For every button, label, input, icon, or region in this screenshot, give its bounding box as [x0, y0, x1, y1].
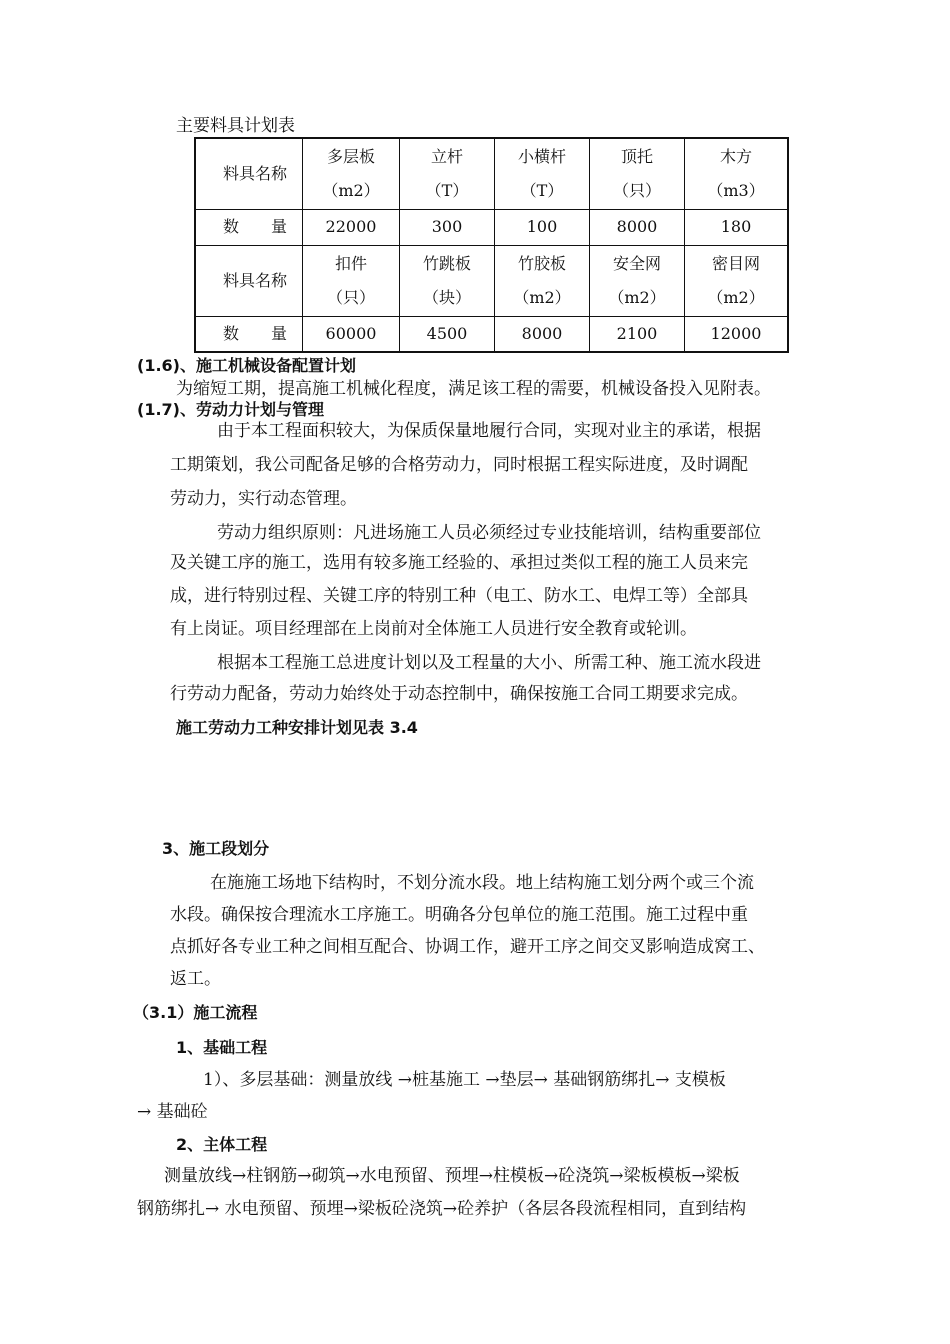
paragraph-line: 钢筋绑扎→ 水电预留、预埋→梁板砼浇筑→砼养护（各层各段流程相同，直到结构 — [137, 1199, 747, 1219]
table-cell: 竹胶板 （m2） — [495, 245, 590, 316]
paragraph-line: 有上岗证。项目经理部在上岗前对全体施工人员进行安全教育或轮训。 — [170, 619, 697, 639]
section-heading-1-6: (1.6)、施工机械设备配置计划 — [137, 356, 356, 375]
table-row — [195, 209, 788, 245]
table-row-label: 料具名称 — [195, 245, 303, 316]
table-cell: 扣件 （只） — [303, 245, 400, 316]
table-cell: 60000 — [303, 316, 400, 352]
table-row-label: 料具名称 — [195, 138, 303, 209]
subheading-main-structure: 2、主体工程 — [176, 1135, 268, 1154]
table-cell: 顶托 （只） — [590, 138, 685, 209]
table-title: 主要料具计划表 — [176, 116, 295, 136]
table-cell: 小横杆 （T） — [495, 138, 590, 209]
table-cell: 300 — [400, 209, 495, 245]
table-cell: 8000 — [495, 316, 590, 352]
table-row-label: 数 量 — [195, 316, 303, 352]
section-heading-3: 3、施工段划分 — [162, 839, 270, 858]
paragraph-line: 返工。 — [170, 969, 221, 989]
table-cell: 木方 （m3） — [685, 138, 789, 209]
paragraph-line: 劳动力组织原则：凡进场施工人员必须经过专业技能培训，结构重要部位 — [217, 523, 761, 543]
paragraph-line: 水段。确保按合理流水工序施工。明确各分包单位的施工范围。施工过程中重 — [170, 905, 748, 925]
table-row — [195, 316, 788, 352]
paragraph: 为缩短工期，提高施工机械化程度，满足该工程的需要，机械设备投入见附表。 — [176, 379, 771, 399]
paragraph-line: 行劳动力配备，劳动力始终处于动态控制中，确保按施工合同工期要求完成。 — [170, 684, 748, 704]
paragraph-line: 工期策划，我公司配备足够的合格劳动力，同时根据工程实际进度，及时调配 — [170, 455, 748, 475]
table-cell: 4500 — [400, 316, 495, 352]
section-heading-3-1: （3.1）施工流程 — [133, 1003, 258, 1022]
table-cell: 安全网 （m2） — [590, 245, 685, 316]
table-cell: 100 — [495, 209, 590, 245]
table-row — [195, 138, 788, 209]
paragraph-line: 及关键工序的施工，选用有较多施工经验的、承担过类似工程的施工人员来完 — [170, 553, 748, 573]
table-row — [195, 245, 788, 316]
table-cell: 密目网 （m2） — [685, 245, 789, 316]
materials-table — [194, 137, 789, 353]
table-cell: 22000 — [303, 209, 400, 245]
paragraph-line: 由于本工程面积较大，为保质保量地履行合同，实现对业主的承诺，根据 — [217, 421, 761, 441]
table-row-label: 数 量 — [195, 209, 303, 245]
paragraph-line: 劳动力，实行动态管理。 — [170, 489, 357, 509]
paragraph-line: → 基础砼 — [137, 1102, 208, 1122]
table-reference-note: 施工劳动力工种安排计划见表 3.4 — [176, 718, 418, 737]
paragraph-line: 成，进行特别过程、关键工序的特别工种（电工、防水工、电焊工等）全部具 — [170, 586, 748, 606]
table-cell: 2100 — [590, 316, 685, 352]
paragraph-line: 在施施工场地下结构时，不划分流水段。地上结构施工划分两个或三个流 — [210, 873, 754, 893]
table-cell: 180 — [685, 209, 789, 245]
paragraph-line: 根据本工程施工总进度计划以及工程量的大小、所需工种、施工流水段进 — [217, 653, 761, 673]
section-heading-1-7: (1.7)、劳动力计划与管理 — [137, 400, 324, 419]
table-cell: 8000 — [590, 209, 685, 245]
paragraph-line: 点抓好各专业工种之间相互配合、协调工作，避开工序之间交叉影响造成窝工、 — [170, 937, 765, 957]
subheading-foundation: 1、基础工程 — [176, 1038, 268, 1057]
paragraph-line: 测量放线→柱钢筋→砌筑→水电预留、预埋→柱模板→砼浇筑→梁板模板→梁板 — [164, 1166, 740, 1186]
table-cell: 竹跳板 （块） — [400, 245, 495, 316]
table-cell: 12000 — [685, 316, 789, 352]
table-cell: 多层板 （m2） — [303, 138, 400, 209]
paragraph-line: 1）、多层基础：测量放线 →桩基施工 →垫层→ 基础钢筋绑扎→ 支模板 — [203, 1070, 726, 1090]
table-cell: 立杆 （T） — [400, 138, 495, 209]
